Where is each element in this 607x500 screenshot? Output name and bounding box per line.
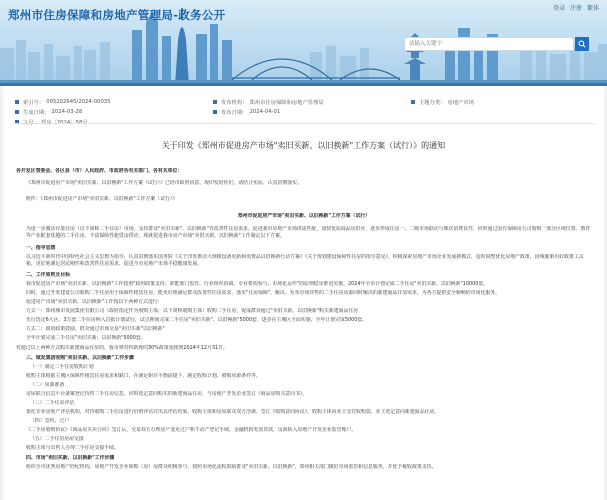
meta-bullet-icon: [411, 100, 415, 104]
sub-heading: （五）二手住房房屋交接: [30, 436, 84, 442]
body-paragraph: 《二手房收购协议》《商品房买卖合同》签订后，交易双方办理房产变更过户和不动产登记手续，金融机构发放贷款，房源转入房地产开发企业监管账户。: [26, 427, 357, 433]
body-paragraph: 先行选定6大区、3万套二手住房纳入首批计划试行，试点期间完成二手住房"卖旧买新"、以旧换新"5000套，逐步在主城区全面实施，全年计划完成5000套。: [26, 317, 368, 323]
search-input[interactable]: [405, 38, 555, 50]
body-paragraph: 收购主体根据主城区保障性租赁住房需求和缺口，在满足职住平衡前提下，制定收购计划、收购房源条件等。: [26, 373, 261, 379]
body-paragraph: 我市促进房产市场"卖旧买新、以旧换新"工作按照"政府政策支持、职能部门监管、行业组织协调、专业机构参与、市场化运作"的原则稳步推进实施。2024年全市计划完成二手住房"卖旧买新、以旧换新"10000套。: [26, 281, 489, 287]
traditional-chinese-link[interactable]: 繁体: [586, 5, 599, 12]
section-heading: 二、工作原则及目标: [26, 272, 71, 278]
body-paragraph: 委托专业房地产评估机构，对待收购二手住房进行价值评估并出具评估结果。收购主体和房屋联众双方洽谈，签订《收购意向协议》，收购主体向业主交付收购款，业主选定意向新建商品住房。: [26, 409, 440, 415]
body-paragraph: 方式一：郑州城市发展集团有限公司（政府指定作为收购主体，以下简称收购主体）收购二手住房，促成群众通过"卖旧买新、以旧换新"购买新建商品住房: [26, 308, 359, 314]
top-links: [553, 3, 599, 12]
body-paragraph: 以习近平新时代中国特色社会主义思想为指导，认真贯彻落实国务院《关于印发推动大规模设备更新和消费品以旧换新行动方案》《关于规划建设保障性住房的指导意见》，积极探索房地产市场企业发展新模式，适时调整优化房地产政策，因城施策用好政策工具箱，更好地满足居民刚性和改善性住房需求，促进全市房地产市场平稳健康发展。: [26, 254, 584, 267]
meta-index-value: 005202645/2024-00035: [46, 99, 111, 105]
meta-publisher: [213, 98, 324, 106]
meta-docno-value: [41, 118, 88, 126]
body-paragraph: 收购主体与出售人办理二手住房交接手续。: [26, 445, 119, 451]
body-paragraph: 《郑州市促进房产市场"卖旧买新、以旧换新"工作方案（试行）》已经市政府同意，现印发给你们，请结合实际，认真贯彻落实。: [26, 180, 302, 186]
meta-pubdate-value: 2024-04-01: [249, 109, 281, 115]
meta-docno: [15, 118, 88, 126]
register-link[interactable]: 注册: [569, 5, 582, 12]
body-paragraph: 同时，通过开发建设公司收购二手住房用于保障性租赁住房，能更好地满足群众改善性住房需求，落实"住房保障"，解决、发布市场待售的二手住房房源同时解决的新建商品住房需求，为各方提供安全顺畅的市场化服务。: [26, 290, 501, 296]
sub-heading: （一）制定二手住房收购计划: [30, 364, 94, 370]
sub-heading: （二）房源准备: [30, 382, 65, 388]
search-box: [404, 37, 574, 51]
meta-category: [411, 98, 474, 106]
meta-date: [15, 108, 82, 116]
body-paragraph: 组织全市优秀房地产经纪机构、房地产开发企业和购（房）房群众积极参与，按照市场化流程鼓励群众"卖旧买新、以旧换新"，郑州相关部门做好市场监管和信息服务，并优予税收政策支持。: [26, 464, 437, 470]
content-card: [3, 86, 604, 500]
search-icon: [578, 40, 586, 48]
section-heading: 三、城发集团收购"卖旧买新、以旧换新"工作步骤: [26, 355, 134, 361]
meta-index-label: 索引号：: [23, 100, 45, 106]
body-paragraph: 对通过以上两种方式购买新建商品住房的，我市将对约新规的30%政策延续到2024年12月31日。: [16, 345, 228, 351]
document-meta: [3, 94, 604, 126]
meta-date-value: 2024-03-28: [51, 109, 83, 115]
meta-bullet-icon: [213, 100, 217, 104]
meta-date-label: 生成日期：: [23, 110, 50, 116]
meta-publisher-value: 郑州市住房保障和房地产管理局: [249, 100, 324, 106]
meta-bullet-icon: [15, 100, 19, 104]
body-paragraph: 为进一步激活存量住房（以下简称二手住房）市场，支持群众"卖旧买新"、以旧换新"等改善性住房需求，促进我市房地产市场供需匹配，加快优质商品房供应，逐步形成住房一、二级市场联动与梯次消费良性，同时通过国有保障房公司收购一部分区域位置、教育等产业配套优越的二手住房，丰富保障性租赁房供应，现就促进我市房产市场"卖旧买新、以旧换新"工作制定以下方案。: [26, 226, 591, 239]
meta-bullet-icon: [15, 110, 19, 114]
sub-heading: （三）二手住房评估: [30, 400, 75, 406]
meta-docno-label: [23, 118, 39, 126]
meta-divider: [13, 123, 595, 124]
attachment-title: 郑州市促进房产市场"卖旧买新、以旧换新"工作方案（试行）: [237, 213, 371, 219]
section-heading: 四、市场"卖旧买新、以旧换新"工作步骤: [26, 455, 115, 461]
salutation: 各开发区管委会、各区县（市）人民政府、市政府各有关部门、各有关单位：: [16, 168, 183, 174]
sub-heading: （四）签约、过户: [30, 418, 70, 424]
search-button[interactable]: [575, 37, 589, 51]
meta-index: [15, 98, 111, 106]
section-heading: 一、指导思想: [26, 245, 56, 251]
meta-pubdate-label: 发布日期：: [221, 110, 248, 116]
meta-pubdate: [213, 108, 280, 116]
body-paragraph: 促进房产市场"卖旧买新、以旧换新"工作按以下两种方式进行：: [26, 299, 163, 305]
attachment-line: 附件：《郑州市促进房产市场"卖旧买新、以旧换新"工作方案（试行）》: [26, 196, 178, 202]
meta-category-value: 房地产市场: [447, 100, 474, 106]
meta-category-label: 主题分类：: [419, 100, 446, 106]
meta-bullet-icon: [213, 110, 217, 114]
body-paragraph: 方式二：政府政策鼓励，群众通过市场交易"卖旧买新"以旧换新": [26, 326, 165, 332]
meta-publisher-label: 发布机构：: [221, 100, 248, 106]
login-link[interactable]: 登录: [552, 5, 565, 12]
body-paragraph: 房屋联合信息平台备案登记待售二手住房信息，同时选定意向购买的新建商品住房，与房地产开发企业签订《商品房购买意向书》。: [26, 391, 308, 397]
document-title: 关于印发《郑州市促进房产市场"卖旧买新、以旧换新"工作方案（试行）》的通知: [161, 141, 446, 150]
body-paragraph: 全年计划完成二手住房"卖旧买新、以旧换新"5000套。: [26, 335, 146, 341]
site-title: 郑州市住房保障和房地产管理局-政务公开: [8, 8, 226, 22]
